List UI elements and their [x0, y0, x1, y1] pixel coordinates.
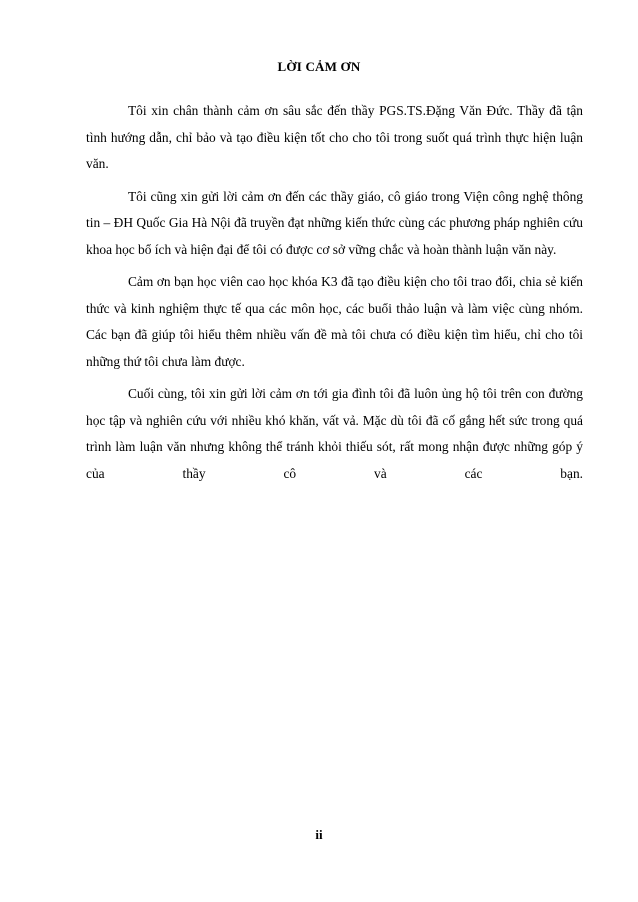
page-number: ii	[315, 827, 323, 842]
page-title: LỜI CẢM ƠN	[277, 59, 361, 74]
paragraph-thanks-advisor: Tôi xin chân thành cảm ơn sâu sắc đến thầy PGS.TS.Đặng Văn Đức. Thầy đã tận tình hướng dẫn, chỉ bảo và tạo điều kiện tốt cho cho tôi trong suốt quá trình thực hiện luận văn.	[86, 103, 583, 171]
acknowledgement-body	[86, 98, 583, 493]
paragraph-thanks-family: Cuối cùng, tôi xin gửi lời cảm ơn tới gia đình tôi đã luôn ủng hộ tôi trên con đường học tập và nghiên cứu với nhiều khó khăn, vất vả. Mặc dù tôi đã cố gắng hết sức trong quá trình làm luận văn nhưng không thể tránh khỏi thiếu sót, rất mong nhận được những góp ý của thầy cô và các bạn.	[86, 386, 583, 481]
paragraph-thanks-faculty: Tôi cũng xin gửi lời cảm ơn đến các thầy giáo, cô giáo trong Viện công nghệ thông tin – ĐH Quốc Gia Hà Nội đã truyền đạt những kiến thức cùng các phương pháp nghiên cứu khoa học bổ ích và hiện đại để tôi có được cơ sở vững chắc và hoàn thành luận văn này.	[86, 188, 583, 257]
paragraph-thanks-classmates: Cảm ơn bạn học viên cao học khóa K3 đã tạo điều kiện cho tôi trao đổi, chia sẻ kiến thức và kinh nghiệm thực tế qua các môn học, các buổi thảo luận và làm việc cùng nhóm. Các bạn đã giúp tôi hiểu thêm nhiều vấn đề mà tôi chưa có điều kiện tìm hiểu, chỉ cho tôi những thứ tôi chưa làm được.	[86, 274, 583, 369]
